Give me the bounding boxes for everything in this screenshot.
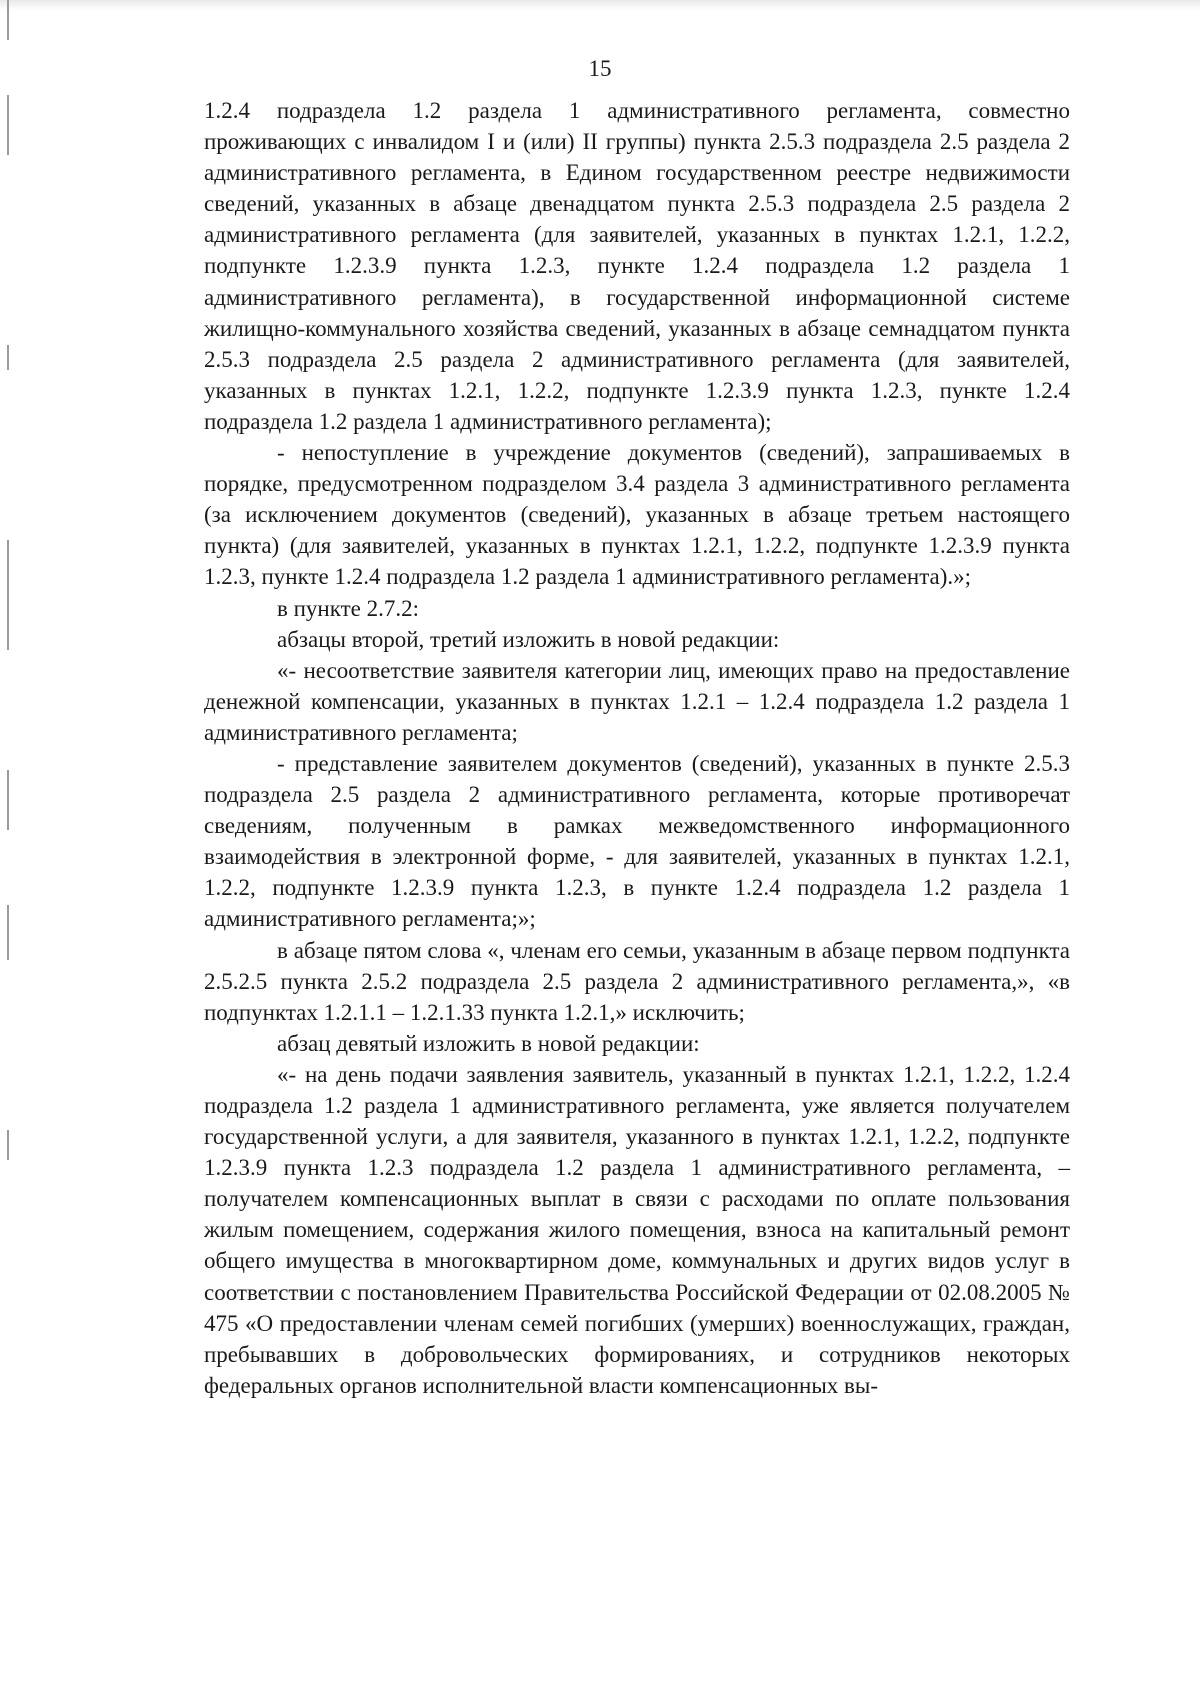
paragraph: абзацы второй, третий изложить в новой редакции: — [277, 626, 780, 652]
paragraph: «- на день подачи заявления заявитель, указанный в пунктах 1.2.1, 1.2.2, 1.2.4 подраздела 1.2 раздела 1 административного регламента, уже является получателем государственной услуги, а для заявителя, указанного в пунктах 1.2.1, 1.2.2, подпункте 1.2.3.9 пункта 1.2.3 подраздела 1.2 раздела 1 административного регламента, – получателем компенсационных выплат в связи с расходами по оплате пользования жилым помещением, содержания жилого помещения, взноса на капитальный ремонт общего имущества в многоквартирном доме, коммунальных и других видов услуг в соответствии с постановлением Правительства Российской Федерации от 02.08.2005 № 475 «О предоставлении членам семей погибших (умерших) военнослужащих, граждан, пребывавших в добровольческих формированиях, и сотрудников некоторых федеральных органов исполнительной власти компенсационных вы- — [204, 1061, 1070, 1398]
paragraph: в абзаце пятом слова «, членам его семьи, указанным в абзаце первом подпункта 2.5.2.5 пункта 2.5.2 подраздела 2.5 раздела 2 административного регламента,», «в подпунктах 1.2.1.1 – 1.2.1.33 пункта 1.2.1,» исключить; — [204, 937, 1070, 1025]
document-body — [204, 95, 1070, 1401]
paragraph: абзац девятый изложить в новой редакции: — [277, 1030, 700, 1056]
paragraph: в пункте 2.7.2: — [277, 595, 419, 621]
paragraph: - непоступление в учреждение документов (сведений), запрашиваемых в порядке, предусмотренном подразделом 3.4 раздела 3 административного регламента (за исключением документов (сведений), указанных в абзаце третьем настоящего пункта) (для заявителей, указанных в пунктах 1.2.1, 1.2.2, подпункте 1.2.3.9 пункта 1.2.3, пункте 1.2.4 подраздела 1.2 раздела 1 административного регламента).»; — [204, 440, 1070, 590]
paragraph: - представление заявителем документов (сведений), указанных в пункте 2.5.3 подраздела 2.5 раздела 2 административного регламента, которые противоречат сведениям, полученным в рамках межведомственного информационного взаимодействия в электронной форме, - для заявителей, указанных в пунктах 1.2.1, 1.2.2, подпункте 1.2.3.9 пункта 1.2.3, в пункте 1.2.4 подраздела 1.2 раздела 1 административного регламента;»; — [204, 750, 1070, 932]
page-number: 15 — [588, 56, 612, 81]
paragraph: 1.2.4 подраздела 1.2 раздела 1 административного регламента, совместно проживающих с инвалидом I и (или) II группы) пункта 2.5.3 подраздела 2.5 раздела 2 административного регламента, в Едином государственном реестре недвижимости сведений, указанных в абзаце двенадцатом пункта 2.5.3 подраздела 2.5 раздела 2 административного регламента (для заявителей, указанных в пунктах 1.2.1, 1.2.2, подпункте 1.2.3.9 пункта 1.2.3, пункте 1.2.4 подраздела 1.2 раздела 1 административного регламента), в государственной информационной системе жилищно-коммунального хозяйства сведений, указанных в абзаце семнадцатом пункта 2.5.3 подраздела 2.5 раздела 2 административного регламента (для заявителей, указанных в пунктах 1.2.1, 1.2.2, подпункте 1.2.3.9 пункта 1.2.3, пункте 1.2.4 подраздела 1.2 раздела 1 административного регламента); — [204, 98, 1070, 434]
scan-top-edge — [0, 0, 1200, 10]
paragraph: «- несоответствие заявителя категории лиц, имеющих право на предоставление денежной компенсации, указанных в пунктах 1.2.1 – 1.2.4 подраздела 1.2 раздела 1 административного регламента; — [204, 657, 1070, 745]
scan-left-margin-marks — [7, 0, 11, 1693]
